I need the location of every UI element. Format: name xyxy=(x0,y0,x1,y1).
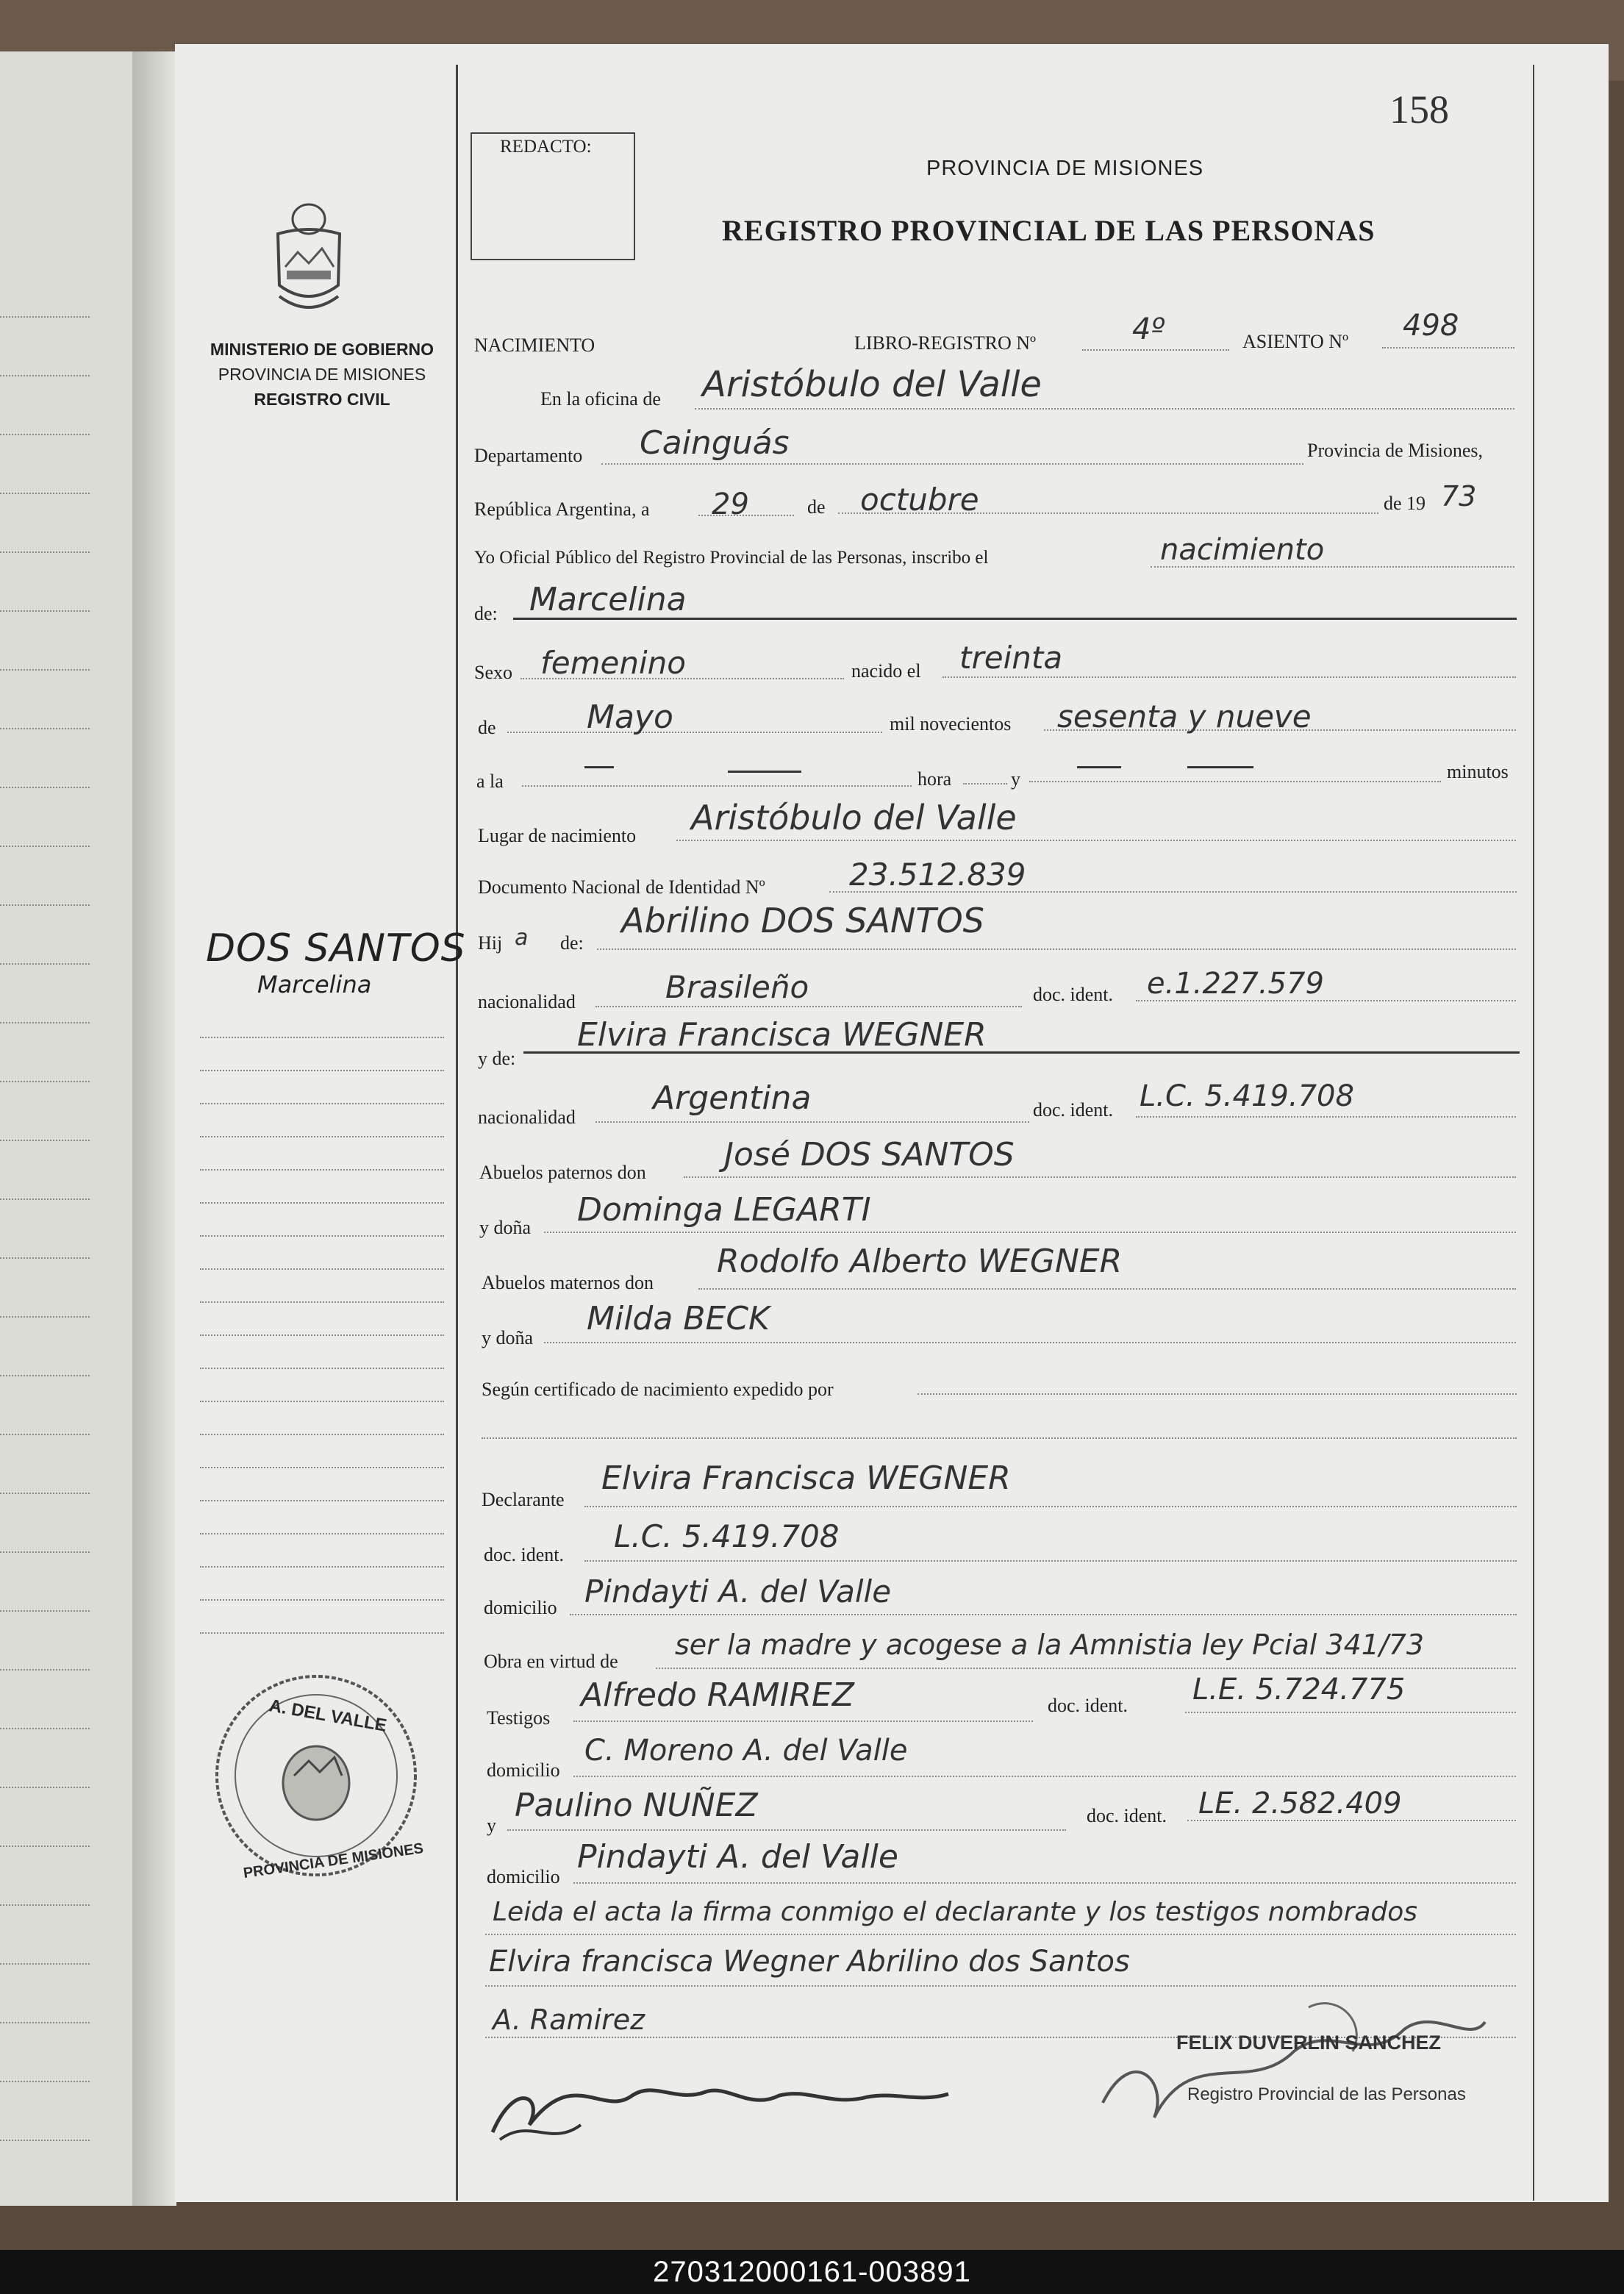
paternal-grandfather-label: Abuelos paternos don xyxy=(479,1162,646,1183)
de-year-label: de 19 xyxy=(1384,493,1426,514)
paternal-grandmother-label: y doña xyxy=(479,1217,532,1238)
frame-left-line xyxy=(456,65,458,2201)
declarante-doc-value: L.C. 5.419.708 xyxy=(614,1518,840,1554)
lugar-value: Aristóbulo del Valle xyxy=(691,798,1017,837)
libro-value: 4º xyxy=(1132,312,1165,346)
mil-label: mil novecientos xyxy=(890,713,1012,735)
obra-value: ser la madre y acogese a la Amnistia ley Pcial 341/73 xyxy=(675,1629,1425,1661)
mother-nationality-label: nacionalidad xyxy=(478,1107,576,1128)
declarante-value: Elvira Francisca WEGNER xyxy=(601,1459,1011,1497)
declarante-label: Declarante xyxy=(482,1489,565,1510)
paternal-grandfather-value: José DOS SANTOS xyxy=(724,1136,1015,1173)
declarante-doc-label: doc. ident. xyxy=(484,1544,565,1565)
paternal-grandmother-value: Dominga LEGARTI xyxy=(577,1191,871,1229)
mother-yde-label: y de: xyxy=(478,1048,516,1069)
father-name-value: Abrilino DOS SANTOS xyxy=(621,901,984,940)
registry-title: REGISTRO PROVINCIAL DE LAS PERSONAS xyxy=(722,214,1376,247)
month-value: octubre xyxy=(860,482,979,518)
maternal-grandfather-label: Abuelos maternos don xyxy=(482,1272,654,1293)
witness1-doc-label: doc. ident. xyxy=(1048,1695,1128,1716)
maternal-grandmother-value: Milda BECK xyxy=(587,1300,770,1337)
oficina-value: Aristóbulo del Valle xyxy=(702,364,1042,405)
ministry-line-3: REGISTRO CIVIL xyxy=(254,390,390,409)
inscribo-value: nacimiento xyxy=(1160,533,1325,567)
sexo-label: Sexo xyxy=(474,662,512,683)
redacto-label: REDACTO: xyxy=(500,137,592,157)
nacido-value: treinta xyxy=(959,640,1063,676)
testigos-label: Testigos xyxy=(487,1707,551,1729)
hijo-suffix: a xyxy=(515,925,529,951)
witness2-name-value: Paulino NUÑEZ xyxy=(515,1787,758,1824)
folio-number: 158 xyxy=(1389,87,1449,132)
witness1-name-value: Alfredo RAMIREZ xyxy=(581,1676,854,1714)
asiento-value: 498 xyxy=(1403,309,1459,343)
departamento-label: Departamento xyxy=(474,445,583,466)
closing-signatures: Elvira francisca Wegner Abrilino dos Santos xyxy=(489,1945,1130,1979)
witness2-doc-label: doc. ident. xyxy=(1087,1805,1167,1826)
name-de-label: de: xyxy=(474,603,498,624)
mother-name-value: Elvira Francisca WEGNER xyxy=(577,1016,987,1054)
inscribo-label: Yo Oficial Público del Registro Provincial de las Personas, inscribo el xyxy=(474,548,989,568)
maternal-grandfather-value: Rodolfo Alberto WEGNER xyxy=(717,1243,1123,1280)
departamento-value: Cainguás xyxy=(640,424,790,462)
republica-label: República Argentina, a xyxy=(474,499,650,520)
dni-value: 23.512.839 xyxy=(849,857,1026,893)
witness1-domicilio-value: C. Moreno A. del Valle xyxy=(584,1734,908,1768)
seal-text-top: A. DEL VALLE xyxy=(267,1696,388,1736)
ministry-line-2: PROVINCIA DE MISIONES xyxy=(218,365,426,384)
redacto-box xyxy=(471,132,635,260)
province-title: PROVINCIA DE MISIONES xyxy=(926,157,1204,180)
provincia-label: Provincia de Misiones, xyxy=(1307,440,1484,461)
obra-label: Obra en virtud de xyxy=(484,1651,618,1672)
minutos-label: minutos xyxy=(1447,761,1509,782)
book-gutter xyxy=(132,51,176,2206)
libro-label: LIBRO-REGISTRO Nº xyxy=(854,332,1037,354)
hora-label: hora xyxy=(917,768,952,790)
ministry-heading xyxy=(190,337,454,412)
father-nationality-value: Brasileño xyxy=(665,969,809,1005)
mother-doc-value: L.C. 5.419.708 xyxy=(1140,1079,1354,1113)
asiento-label: ASIENTO Nº xyxy=(1242,331,1349,352)
hijo-label: Hij xyxy=(478,932,503,954)
lugar-label: Lugar de nacimiento xyxy=(478,825,637,846)
declarante-domicilio-label: domicilio xyxy=(484,1597,557,1618)
day-value: 29 xyxy=(712,487,749,521)
dni-label: Documento Nacional de Identidad Nº xyxy=(478,876,765,898)
maternal-grandmother-label: y doña xyxy=(482,1327,534,1348)
witness2-y-label: y xyxy=(487,1815,496,1836)
witness2-doc-value: LE. 2.582.409 xyxy=(1198,1787,1402,1820)
birth-year-value: sesenta y nueve xyxy=(1057,698,1312,735)
official-name: FELIX DUVERLIN SANCHEZ xyxy=(1176,2032,1442,2054)
hijo-de-label: de: xyxy=(560,932,584,954)
seal-text-bottom: PROVINCIA DE MISIONES xyxy=(242,1840,425,1882)
margin-annotation xyxy=(206,926,466,998)
margin-given-name: Marcelina xyxy=(257,971,372,998)
witness1-doc-value: L.E. 5.724.775 xyxy=(1192,1673,1406,1707)
sexo-value: femenino xyxy=(540,645,686,681)
mother-nationality-value: Argentina xyxy=(653,1079,812,1117)
official-title: Registro Provincial de las Personas xyxy=(1187,2084,1466,2104)
margin-surname: DOS SANTOS xyxy=(206,926,466,971)
child-name-value: Marcelina xyxy=(529,581,687,618)
act-type-label: NACIMIENTO xyxy=(474,335,595,356)
left-facing-page xyxy=(0,51,133,2206)
frame-right-line xyxy=(1533,65,1534,2201)
witness1-domicilio-label: domicilio xyxy=(487,1759,560,1781)
birth-month-value: Mayo xyxy=(587,698,673,736)
image-id: 270312000161-003891 xyxy=(653,2256,971,2288)
closing-statement: Leida el acta la firma conmigo el declarante y los testigos nombrados xyxy=(493,1897,1418,1927)
footer-bar xyxy=(0,2250,1624,2294)
signature-scribble-icon xyxy=(485,2051,956,2147)
certificado-label: Según certificado de nacimiento expedido por xyxy=(482,1379,834,1400)
witness2-domicilio-value: Pindayti A. del Valle xyxy=(577,1838,898,1876)
ministry-line-1: MINISTERIO DE GOBIERNO xyxy=(210,340,434,359)
de-label: de xyxy=(807,496,826,518)
witness2-domicilio-label: domicilio xyxy=(487,1866,560,1887)
witness-signature: A. Ramirez xyxy=(493,2004,645,2036)
de2-label: de xyxy=(478,717,496,738)
y-label: y xyxy=(1011,768,1020,790)
ala-label: a la xyxy=(476,771,504,792)
father-doc-value: e.1.227.579 xyxy=(1147,967,1324,1001)
father-nationality-label: nacionalidad xyxy=(478,991,576,1012)
official-signature-icon xyxy=(1088,1978,1500,2147)
declarante-domicilio-value: Pindayti A. del Valle xyxy=(584,1573,892,1609)
oficina-label: En la oficina de xyxy=(540,388,661,410)
mother-doc-label: doc. ident. xyxy=(1033,1099,1114,1121)
nacido-label: nacido el xyxy=(851,660,921,682)
year-value: 73 xyxy=(1441,480,1477,512)
father-doc-label: doc. ident. xyxy=(1033,984,1114,1005)
coat-of-arms-icon xyxy=(265,197,353,318)
